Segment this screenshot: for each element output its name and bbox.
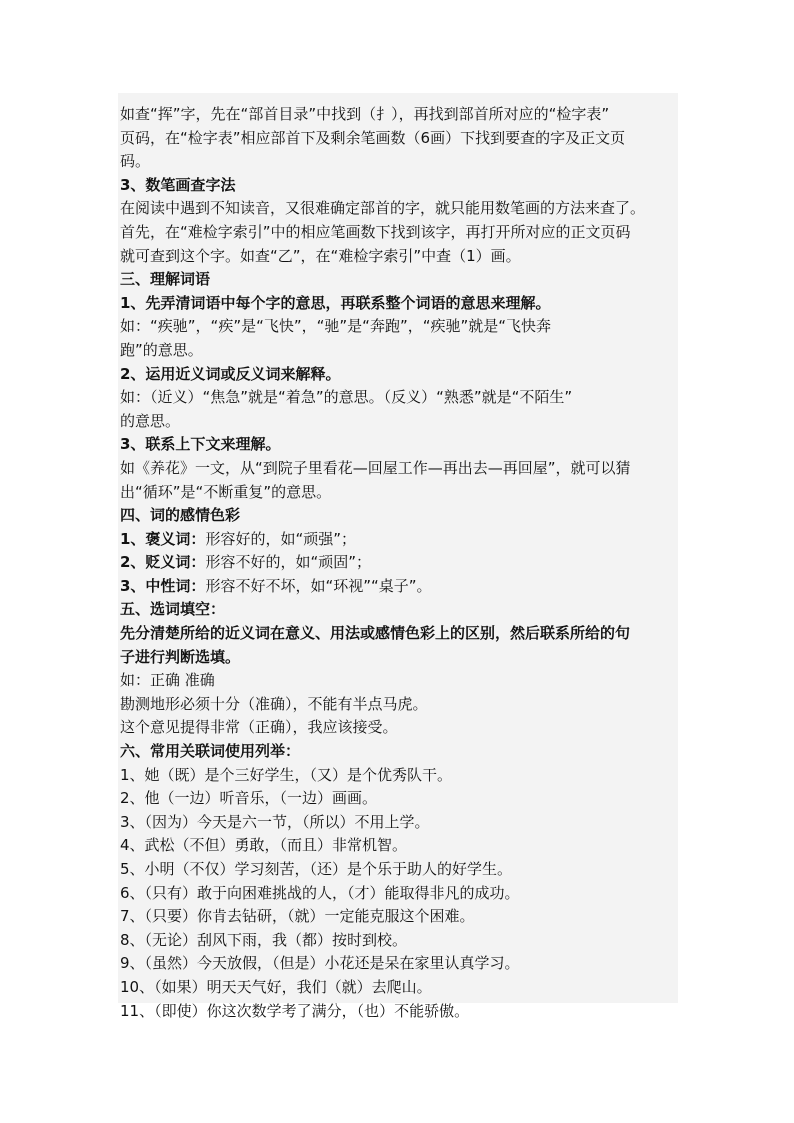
section-heading: 六、常用关联词使用列举： <box>120 742 301 761</box>
text-line: 2、他（一边）听音乐，（一边）画画。 <box>120 789 378 808</box>
text-line: 如：（近义）“焦急”就是“着急”的意思。（反义）“熟悉”就是“不陌生” <box>120 388 573 407</box>
text-line: 6、（只有）敢于向困难挑战的人，（才）能取得非凡的成功。 <box>120 883 520 902</box>
text-line: 4、武松（不但）勇敢，（而且）非常机智。 <box>120 836 408 855</box>
term-description: 形容不好的，如“顽固”； <box>205 553 371 572</box>
text-lines <box>118 103 678 1023</box>
text-line <box>118 528 678 552</box>
text-line: 如《养花》一文，从“到院子里看花—回屋工作—再出去—再回屋”，就可以猜 <box>120 458 631 477</box>
text-line: 勘测地形必须十分（准确），不能有半点马虎。 <box>120 694 428 713</box>
text-line: 首先，在“难检字索引”中的相应笔画数下找到该字，再打开所对应的正文页码 <box>120 222 631 241</box>
text-line: 出“循环”是“不断重复”的意思。 <box>120 482 332 501</box>
text-line: 7、（只要）你肯去钻研，（就）一定能克服这个困难。 <box>120 907 475 926</box>
text-line: 如：“疾驰”，“疾”是“飞快”，“驰”是“奔跑”，“疾驰”就是“飞快奔 <box>120 317 552 336</box>
text-line: 11、（即使）你这次数学考了满分，（也）不能骄傲。 <box>120 1001 470 1020</box>
text-line <box>118 575 678 599</box>
section-heading: 三、理解词语 <box>120 270 211 289</box>
section-heading: 2、运用近义词或反义词来解释。 <box>120 364 341 383</box>
text-line: 如查“挥”字，先在“部首目录”中找到（扌），再找到部首所对应的“检字表” <box>120 105 610 123</box>
text-line: 5、小明（不仅）学习刻苦，（还）是个乐于助人的好学生。 <box>120 860 513 878</box>
text-line: 这个意见提得非常（正确），我应该接受。 <box>120 718 398 737</box>
document-body <box>118 93 678 1020</box>
term-label: 2、贬义词： <box>120 553 206 572</box>
text-line: 码。 <box>120 152 151 171</box>
text-line: 在阅读中遇到不知读音，又很难确定部首的字，就只能用数笔画的方法来查了。 <box>120 199 646 218</box>
text-line: 8、（无论）刮风下雨，我（都）按时到校。 <box>120 930 408 949</box>
text-line: 9、（虽然）今天放假，（但是）小花还是呆在家里认真学习。 <box>120 954 520 973</box>
text-line: 如：正确 准确 <box>120 671 215 690</box>
top-spacer <box>118 93 678 103</box>
text-line: 1、她（既）是个三好学生，（又）是个优秀队干。 <box>120 765 453 784</box>
text-line: 就可查到这个字。如查“乙”，在“难检字索引”中查（1）画。 <box>120 246 521 265</box>
term-description: 形容不好不坏，如“环视”“桌子”。 <box>205 576 432 595</box>
text-line <box>118 551 678 575</box>
section-heading: 五、选词填空： <box>120 600 226 619</box>
section-heading: 四、词的感情色彩 <box>120 506 241 525</box>
text-line: 的意思。 <box>120 411 181 430</box>
text-line: 10、（如果）明天天气好，我们（就）去爬山。 <box>120 977 432 996</box>
term-description: 形容好的，如“顽强”； <box>205 529 356 548</box>
text-line: 跑”的意思。 <box>120 340 203 359</box>
section-heading: 子进行判断选填。 <box>120 647 241 666</box>
section-heading: 3、数笔画查字法 <box>120 175 236 194</box>
text-line: 页码，在“检字表”相应部首下及剩余笔画数（6画）下找到要查的字及正文页 <box>120 128 626 147</box>
section-heading: 1、先弄清词语中每个字的意思，再联系整个词语的意思来理解。 <box>120 293 551 312</box>
term-label: 1、褒义词： <box>120 529 206 548</box>
text-line: 3、（因为）今天是六一节，（所以）不用上学。 <box>120 812 430 831</box>
section-heading: 3、联系上下文来理解。 <box>120 435 281 454</box>
term-label: 3、中性词： <box>120 576 206 595</box>
section-heading: 先分清楚所给的近义词在意义、用法或感情色彩上的区别，然后联系所给的句 <box>120 624 631 643</box>
